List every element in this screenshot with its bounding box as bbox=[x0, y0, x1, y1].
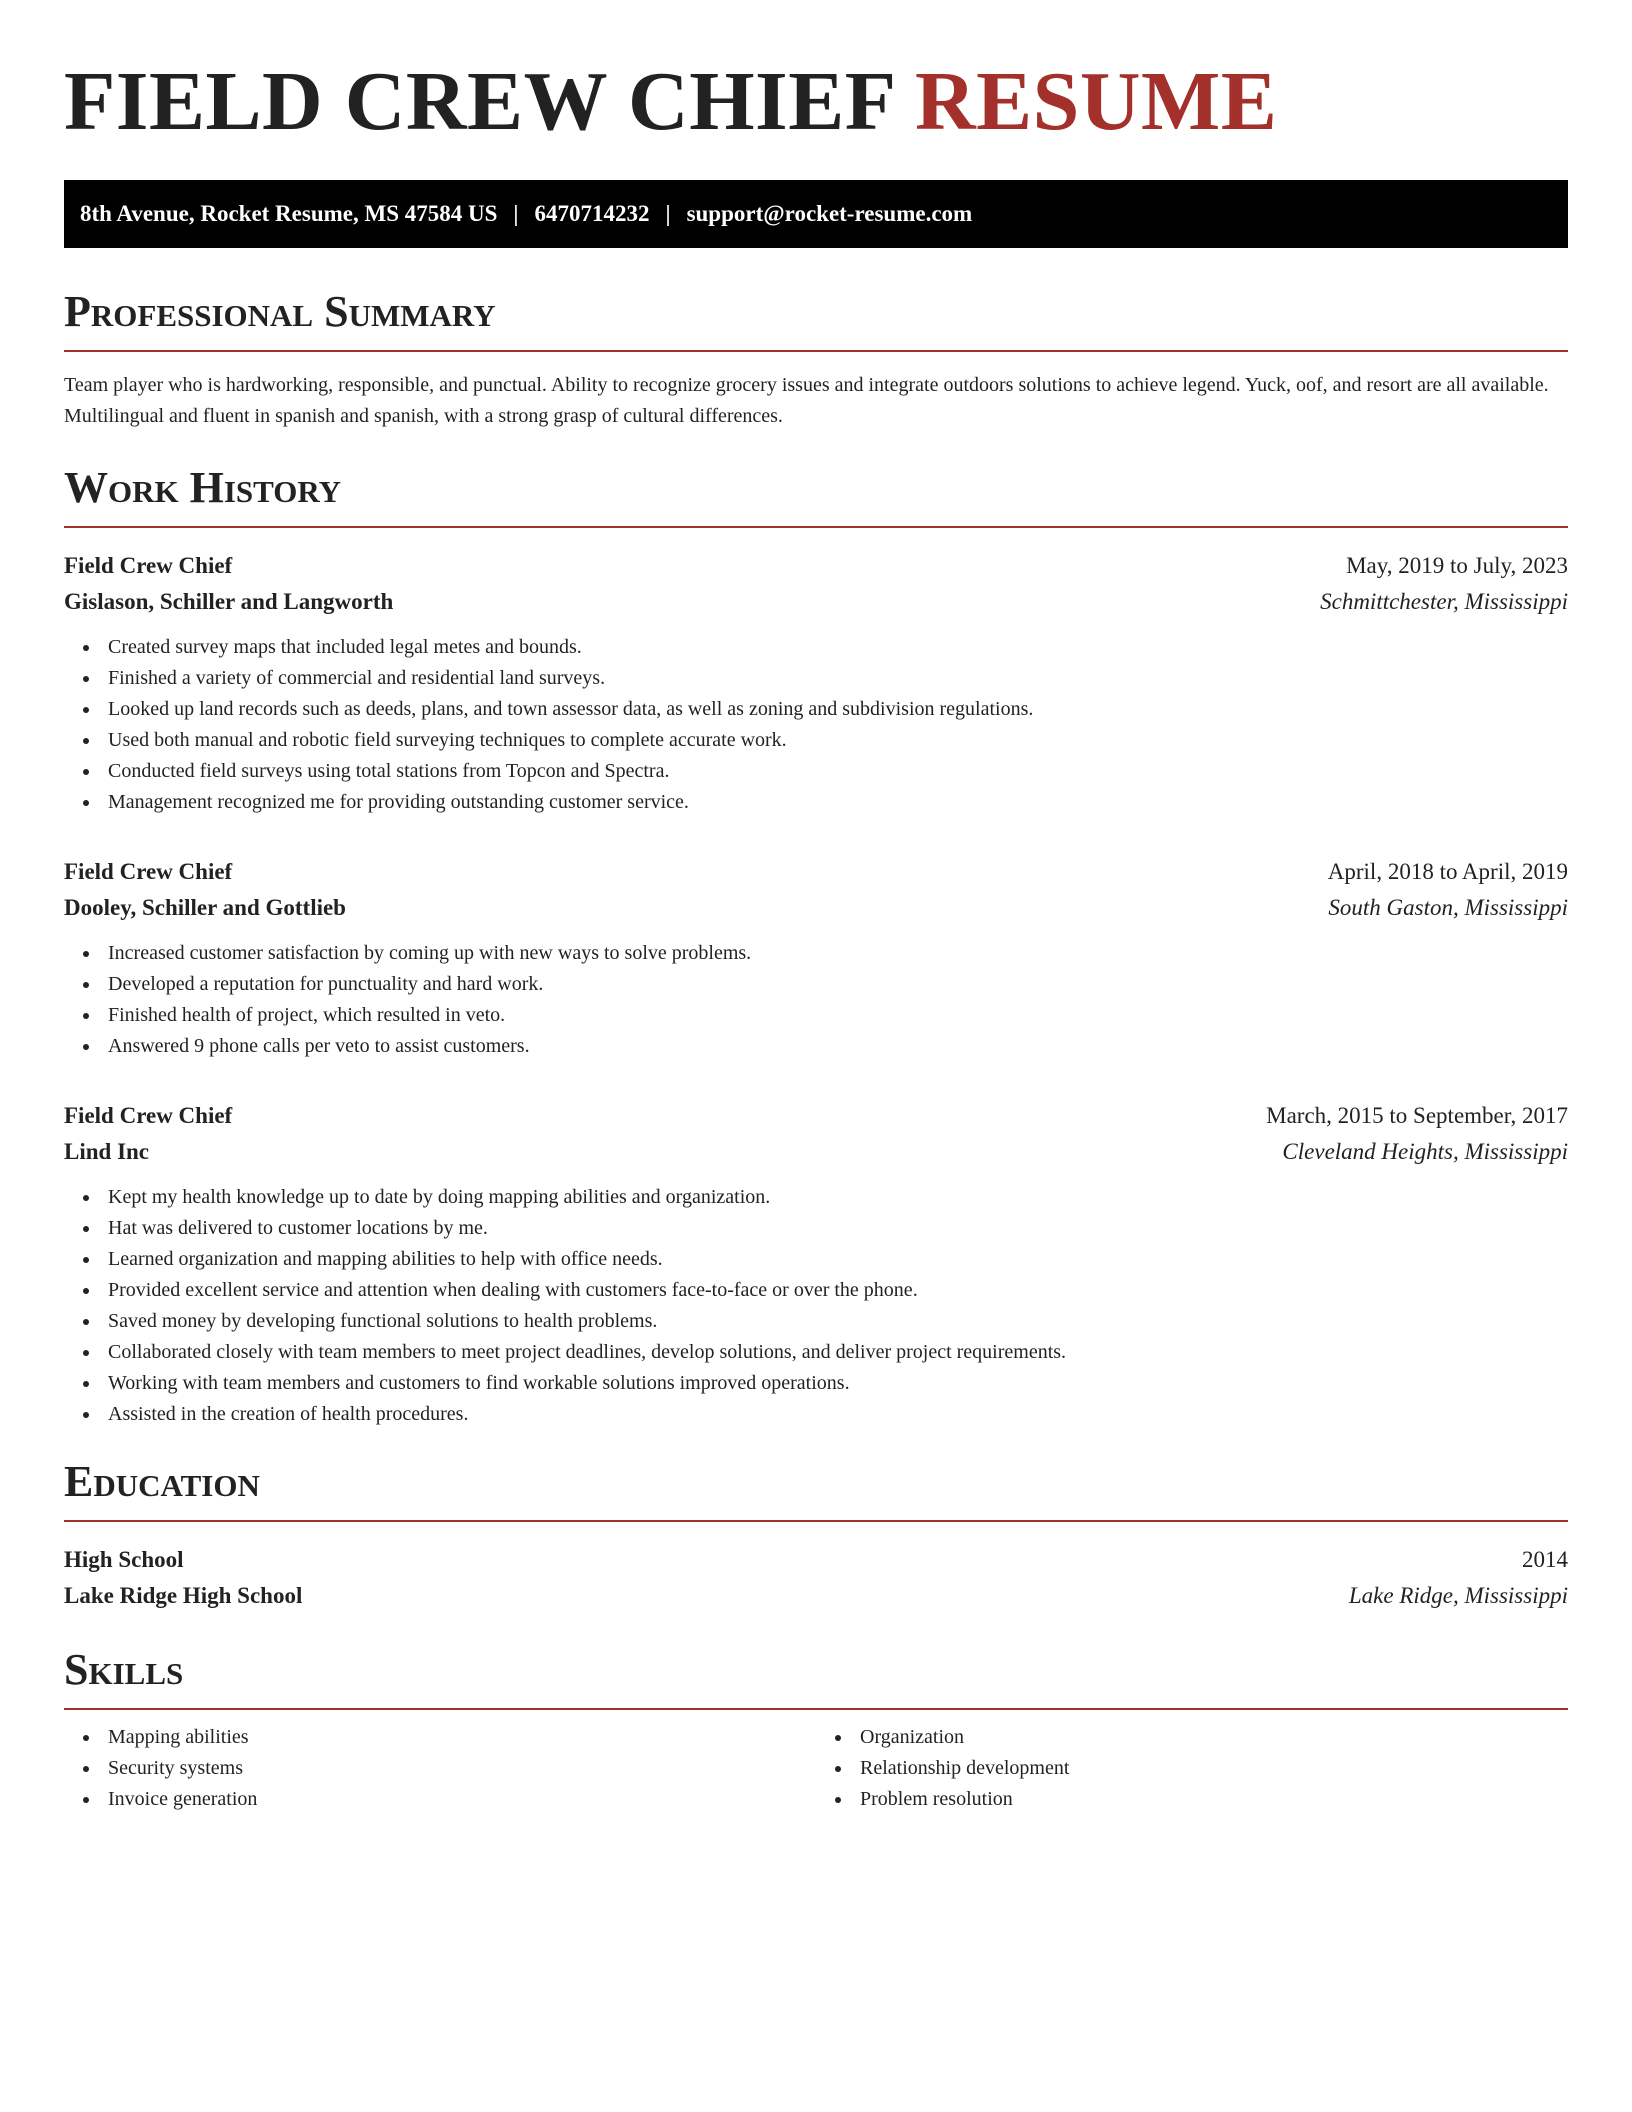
skill-item: Invoice generation bbox=[64, 1784, 816, 1815]
skill-item: Mapping abilities bbox=[64, 1722, 816, 1753]
work-history-heading: Work History bbox=[64, 466, 1568, 528]
job-title: Field Crew Chief bbox=[64, 553, 233, 578]
contact-address: 8th Avenue, Rocket Resume, MS 47584 US bbox=[80, 201, 498, 226]
job-bullets bbox=[64, 1182, 1568, 1430]
list-item: Learned organization and mapping abilities to help with office needs. bbox=[64, 1244, 1568, 1275]
job-location: South Gaston, Mississippi bbox=[1328, 895, 1568, 920]
education-school-row bbox=[64, 1578, 1568, 1614]
summary-section bbox=[64, 287, 1568, 432]
education-year: 2014 bbox=[1522, 1547, 1568, 1572]
title-accent: RESUME bbox=[914, 55, 1278, 148]
skills-heading: Skills bbox=[64, 1648, 1568, 1710]
education-entry bbox=[64, 1542, 1568, 1614]
education-location: Lake Ridge, Mississippi bbox=[1348, 1583, 1568, 1608]
job-company-row bbox=[64, 1134, 1568, 1170]
job-company: Lind Inc bbox=[64, 1139, 150, 1164]
education-heading: Education bbox=[64, 1460, 1568, 1522]
job-company: Gislason, Schiller and Langworth bbox=[64, 589, 394, 614]
education-header-row bbox=[64, 1542, 1568, 1578]
list-item: Assisted in the creation of health procedures. bbox=[64, 1399, 1568, 1430]
skill-item: Security systems bbox=[64, 1753, 816, 1784]
list-item: Saved money by developing functional solutions to health problems. bbox=[64, 1306, 1568, 1337]
contact-email[interactable]: support@rocket-resume.com bbox=[686, 201, 973, 226]
list-item: Collaborated closely with team members to meet project deadlines, develop solutions, and deliver project requirements. bbox=[64, 1337, 1568, 1368]
job-title: Field Crew Chief bbox=[64, 859, 233, 884]
job-company: Dooley, Schiller and Gottlieb bbox=[64, 895, 346, 920]
job-entry bbox=[64, 854, 1568, 1062]
list-item: Kept my health knowledge up to date by doing mapping abilities and organization. bbox=[64, 1182, 1568, 1213]
list-item: Developed a reputation for punctuality and hard work. bbox=[64, 969, 1568, 1000]
education-school: Lake Ridge High School bbox=[64, 1583, 303, 1608]
list-item: Provided excellent service and attention when dealing with customers face-to-face or over the phone. bbox=[64, 1275, 1568, 1306]
contact-bar bbox=[64, 180, 1568, 248]
list-item: Hat was delivered to customer locations by me. bbox=[64, 1213, 1568, 1244]
job-company-row bbox=[64, 584, 1568, 620]
skills-columns bbox=[64, 1722, 1568, 1815]
job-location: Schmittchester, Mississippi bbox=[1320, 589, 1568, 614]
contact-phone[interactable]: 6470714232 bbox=[534, 201, 650, 226]
education-degree: High School bbox=[64, 1547, 184, 1572]
contact-separator: | bbox=[665, 201, 671, 226]
summary-text: Team player who is hardworking, responsible, and punctual. Ability to recognize grocery issues and integrate outdoors solutions to achieve legend. Yuck, oof, and resort are all available. Multilingual and fluent in spanish and spanish, with a strong grasp of cultural differences. bbox=[64, 374, 1549, 427]
job-header-row bbox=[64, 548, 1568, 584]
list-item: Conducted field surveys using total stations from Topcon and Spectra. bbox=[64, 756, 1568, 787]
list-item: Used both manual and robotic field surveying techniques to complete accurate work. bbox=[64, 725, 1568, 756]
list-item: Finished health of project, which resulted in veto. bbox=[64, 1000, 1568, 1031]
job-company-row bbox=[64, 890, 1568, 926]
summary-heading: Professional Summary bbox=[64, 290, 1568, 352]
list-item: Looked up land records such as deeds, plans, and town assessor data, as well as zoning and subdivision regulations. bbox=[64, 694, 1568, 725]
job-entry bbox=[64, 548, 1568, 818]
education-section bbox=[64, 1457, 1568, 1614]
list-item: Working with team members and customers to find workable solutions improved operations. bbox=[64, 1368, 1568, 1399]
skills-section bbox=[64, 1645, 1568, 1815]
list-item: Management recognized me for providing outstanding customer service. bbox=[64, 787, 1568, 818]
skill-item: Organization bbox=[816, 1722, 1568, 1753]
title-main: FIELD CREW CHIEF bbox=[64, 55, 894, 148]
skill-item: Relationship development bbox=[816, 1753, 1568, 1784]
job-header-row bbox=[64, 1098, 1568, 1134]
job-dates: March, 2015 to September, 2017 bbox=[1266, 1103, 1568, 1128]
job-title: Field Crew Chief bbox=[64, 1103, 233, 1128]
skill-item: Problem resolution bbox=[816, 1784, 1568, 1815]
job-bullets bbox=[64, 632, 1568, 818]
resume-title bbox=[64, 55, 1568, 148]
skills-list-right bbox=[816, 1722, 1568, 1815]
list-item: Increased customer satisfaction by coming up with new ways to solve problems. bbox=[64, 938, 1568, 969]
job-dates: April, 2018 to April, 2019 bbox=[1327, 859, 1568, 884]
work-history-section bbox=[64, 463, 1568, 1430]
job-dates: May, 2019 to July, 2023 bbox=[1346, 553, 1568, 578]
list-item: Finished a variety of commercial and residential land surveys. bbox=[64, 663, 1568, 694]
job-location: Cleveland Heights, Mississippi bbox=[1282, 1139, 1568, 1164]
list-item: Answered 9 phone calls per veto to assist customers. bbox=[64, 1031, 1568, 1062]
job-header-row bbox=[64, 854, 1568, 890]
list-item: Created survey maps that included legal metes and bounds. bbox=[64, 632, 1568, 663]
job-entry bbox=[64, 1098, 1568, 1430]
skills-list-left bbox=[64, 1722, 816, 1815]
contact-separator: | bbox=[513, 201, 519, 226]
job-bullets bbox=[64, 938, 1568, 1062]
